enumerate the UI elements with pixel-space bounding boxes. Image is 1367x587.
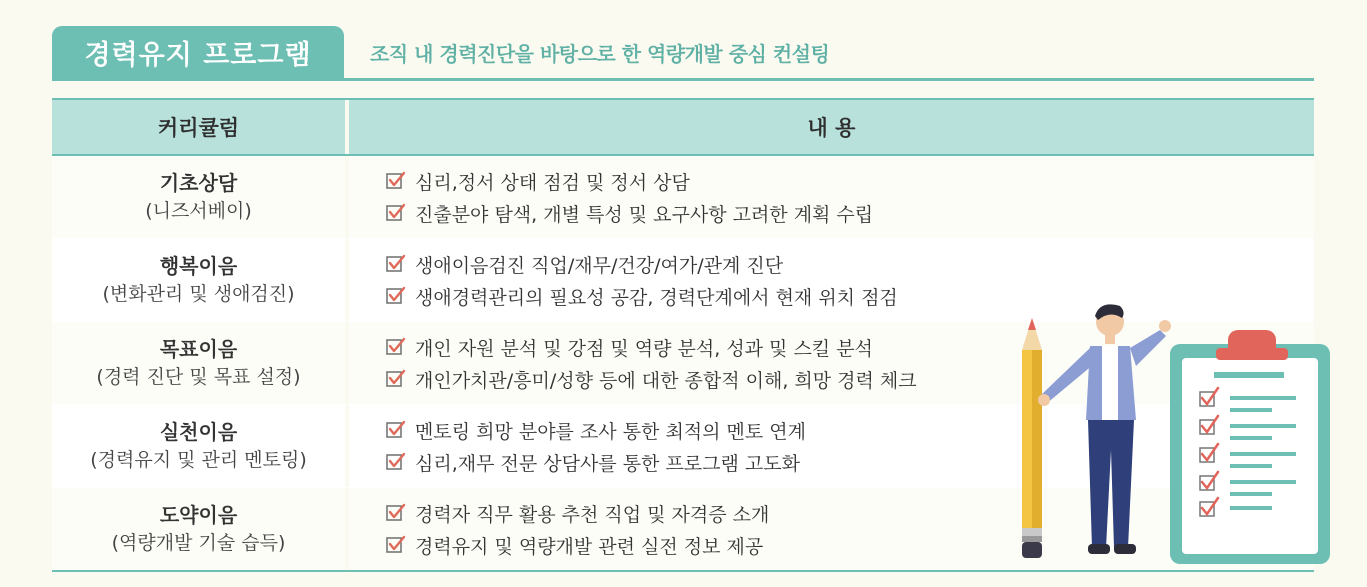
header-divider	[52, 78, 1314, 81]
checkbox-check-icon	[385, 253, 407, 275]
checkbox-check-icon	[385, 170, 407, 192]
list-item-text: 심리,정서 상태 점검 및 정서 상담	[415, 171, 690, 194]
page-header	[52, 26, 1314, 82]
curriculum-name: 실천이음	[159, 420, 238, 444]
curriculum-subtitle: (경력 진단 및 목표 설정)	[96, 366, 301, 388]
list-item-text: 생애경력관리의 필요성 공감, 경력단계에서 현재 위치 점검	[415, 286, 898, 309]
list-item-text: 경력자 직무 활용 추천 직업 및 자격증 소개	[415, 503, 770, 526]
list-item	[385, 248, 1314, 280]
checkbox-check-icon	[385, 419, 407, 441]
list-item-text: 심리,재무 전문 상담사를 통한 프로그램 고도화	[415, 452, 800, 475]
checkbox-check-icon	[385, 285, 407, 307]
curriculum-cell	[52, 405, 349, 487]
curriculum-cell	[52, 239, 349, 321]
column-header-content: 내 용	[807, 116, 856, 140]
column-header-curriculum: 커리큘럼	[52, 100, 349, 154]
curriculum-cell	[52, 322, 349, 404]
content-cell	[349, 156, 1314, 238]
checkbox-check-icon	[385, 502, 407, 524]
table-header	[52, 100, 1314, 156]
page-subtitle: 조직 내 경력진단을 바탕으로 한 역량개발 중심 컨설팅	[370, 42, 830, 66]
list-item-text: 진출분야 탐색, 개별 특성 및 요구사항 고려한 계획 수립	[415, 203, 874, 226]
list-item	[385, 165, 1314, 197]
clipboard-icon	[1170, 330, 1330, 564]
table-row	[52, 156, 1314, 239]
curriculum-subtitle: (니즈서베이)	[145, 200, 252, 222]
curriculum-name: 기초상담	[159, 171, 238, 195]
pencil-icon	[1022, 318, 1042, 558]
checkbox-check-icon	[385, 451, 407, 473]
list-item-text: 생애이음검진 직업/재무/건강/여가/관계 진단	[415, 254, 784, 277]
curriculum-subtitle: (역량개발 기술 습득)	[111, 532, 286, 554]
checkbox-check-icon	[385, 336, 407, 358]
checkbox-check-icon	[385, 534, 407, 556]
checkbox-check-icon	[385, 202, 407, 224]
list-item-text: 멘토링 희망 분야를 조사 통한 최적의 멘토 연계	[415, 420, 807, 443]
page-title: 경력유지 프로그램	[52, 26, 344, 78]
checkbox-check-icon	[385, 368, 407, 390]
curriculum-name: 행복이음	[159, 254, 238, 278]
list-item-text: 개인가치관/흥미/성향 등에 대한 종합적 이해, 희망 경력 체크	[415, 369, 917, 392]
list-item-text: 개인 자원 분석 및 강점 및 역량 분석, 성과 및 스킬 분석	[415, 337, 873, 360]
list-item-text: 경력유지 및 역량개발 관련 실전 정보 제공	[415, 535, 764, 558]
man-pencil-clipboard-illustration	[1010, 300, 1340, 570]
curriculum-name: 목표이음	[159, 337, 238, 361]
curriculum-cell	[52, 488, 349, 570]
curriculum-subtitle: (변화관리 및 생애검진)	[102, 283, 295, 305]
list-item	[385, 197, 1314, 229]
curriculum-subtitle: (경력유지 및 관리 멘토링)	[90, 449, 307, 471]
curriculum-name: 도약이음	[159, 503, 238, 527]
curriculum-cell	[52, 156, 349, 238]
man-figure	[1038, 304, 1171, 554]
